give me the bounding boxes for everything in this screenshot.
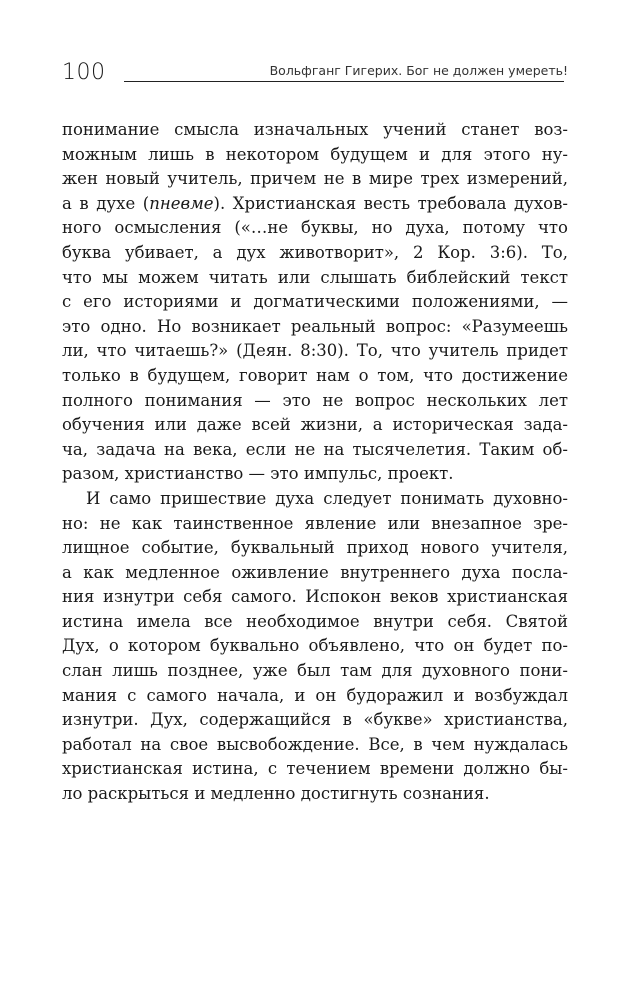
text-line: ча, задача на века, если не на тысячелетия. Таким об- (62, 439, 568, 459)
text-line: что мы можем читать или слышать библейский текст (62, 267, 568, 287)
text-line: жен новый учитель, причем не в мире трех измерений, (62, 169, 568, 189)
text-line: И само пришествие духа следует понимать духовно- (86, 488, 568, 508)
text-line: лищное событие, буквальный приход нового учителя, (62, 538, 568, 558)
paragraph-1 (62, 118, 568, 487)
body-text (62, 118, 568, 807)
text-line: а как медленное оживление внутреннего духа посла- (62, 562, 568, 582)
text-line: это одно. Но возникает реальный вопрос: «Разумеешь (62, 316, 568, 336)
text-line: только в будущем, говорит нам о том, что достижение (62, 365, 568, 385)
text-line: ли, что читаешь?» (Деян. 8:30). То, что учитель придет (62, 341, 568, 361)
text-line: ло раскрыться и медленно достигнуть сознания. (62, 784, 490, 804)
text-line: полного понимания — это не вопрос нескольких лет (62, 390, 568, 410)
text-line: христианская истина, с течением времени должно бы- (62, 759, 568, 779)
text-line: слан лишь позднее, уже был там для духовного пони- (62, 661, 568, 681)
page-number: 100 (62, 60, 106, 85)
text-line: обучения или даже всей жизни, а историческая зада- (62, 415, 568, 435)
text-line: Дух, о котором буквально объявлено, что он будет по- (62, 636, 568, 656)
text-line: истина имела все необходимое внутри себя. Святой (62, 611, 568, 631)
text-line: а в духе (пневме). Христианская весть требовала духов- (62, 193, 568, 213)
text-line: но: не как таинственное явление или внезапное зре- (62, 513, 568, 533)
text-line: понимание смысла изначальных учений станет воз- (62, 120, 568, 139)
text-line: ния изнутри себя самого. Испокон веков христианская (62, 587, 568, 607)
header-rule (124, 81, 564, 82)
text-line: работал на свое высвобождение. Все, в чем нуждалась (62, 734, 568, 754)
text-line: можным лишь в некотором будущем и для этого ну- (62, 144, 568, 164)
text-line: разом, христианство — это импульс, проект. (62, 464, 454, 484)
text-line: мания с самого начала, и он будоражил и возбуждал (62, 685, 568, 705)
text-line: изнутри. Дух, содержащийся в «букве» христианства, (62, 710, 568, 730)
text-line: с его историями и догматическими положениями, — (62, 292, 568, 312)
paragraph-2 (62, 487, 568, 807)
page-header (62, 60, 568, 90)
text-line: ного осмысления («…не буквы, но духа, потому что (62, 218, 568, 238)
text-line: буква убивает, а дух животворит», 2 Кор. 3:6). То, (62, 242, 568, 262)
running-title: Вольфганг Гигерих. Бог не должен умереть! (262, 63, 568, 78)
